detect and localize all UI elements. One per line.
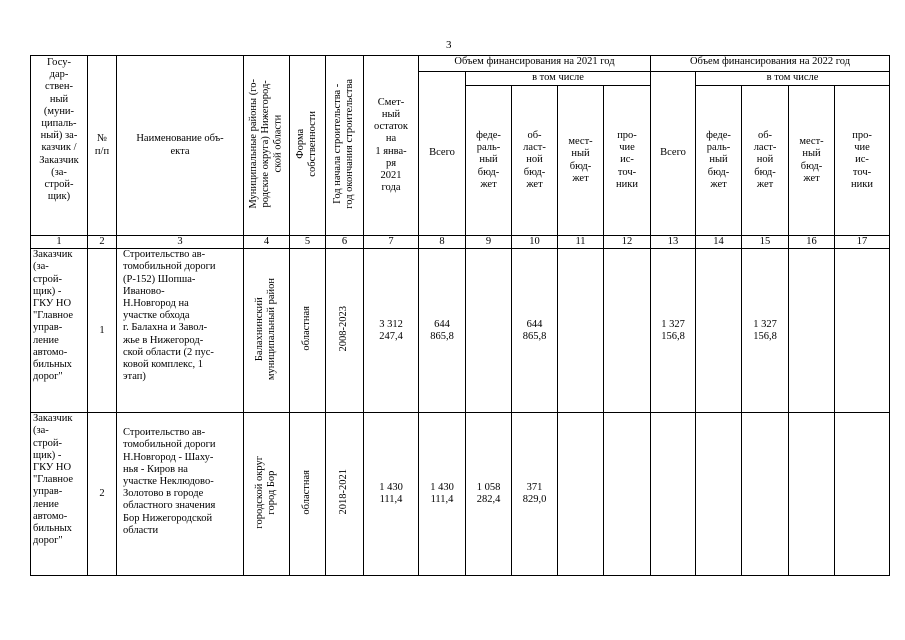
col-number: 3 bbox=[117, 236, 244, 249]
row-2022-federal bbox=[696, 413, 742, 576]
row-2022-regional: 1 327 156,8 bbox=[742, 249, 789, 413]
row-2022-local bbox=[789, 413, 835, 576]
table-row bbox=[31, 249, 890, 413]
row-num: 2 bbox=[88, 413, 117, 576]
row-ownership-cell bbox=[290, 249, 326, 413]
row-2021-local bbox=[558, 249, 604, 413]
header-years-cell bbox=[326, 56, 364, 236]
row-2021-federal: 1 058 282,4 bbox=[466, 413, 512, 576]
header-2021-other: про- чие ис- точ- ники bbox=[604, 86, 651, 236]
row-ownership: областная bbox=[301, 469, 313, 515]
row-num: 1 bbox=[88, 249, 117, 413]
row-2021-regional: 371 829,0 bbox=[512, 413, 558, 576]
row-2021-regional: 644 865,8 bbox=[512, 249, 558, 413]
row-2022-federal bbox=[696, 249, 742, 413]
row-2022-regional bbox=[742, 413, 789, 576]
row-2022-total bbox=[651, 413, 696, 576]
row-years-cell bbox=[326, 413, 364, 576]
col-number: 8 bbox=[419, 236, 466, 249]
header-2021-federal: феде- раль- ный бюд- жет bbox=[466, 86, 512, 236]
row-estimate: 3 312 247,4 bbox=[364, 249, 419, 413]
col-number: 7 bbox=[364, 236, 419, 249]
header-2021-including: в том числе bbox=[466, 72, 651, 86]
row-district: городской округ город Бор bbox=[254, 455, 278, 529]
col-number: 10 bbox=[512, 236, 558, 249]
row-ownership-cell bbox=[290, 413, 326, 576]
header-districts-cell bbox=[244, 56, 290, 236]
row-years: 2008-2023 bbox=[338, 305, 350, 352]
row-2022-total: 1 327 156,8 bbox=[651, 249, 696, 413]
header-2022-regional: об- ласт- ной бюд- жет bbox=[742, 86, 789, 236]
investment-table bbox=[30, 55, 890, 576]
row-2022-local bbox=[789, 249, 835, 413]
col-number: 13 bbox=[651, 236, 696, 249]
header-ownership-cell bbox=[290, 56, 326, 236]
header-districts: Муниципальные районы (го- родские округа) Нижегород- ской области bbox=[248, 78, 284, 209]
col-number: 17 bbox=[835, 236, 890, 249]
header-customer: Госу- дар- ствен- ный (муни- ципаль- ный) за- казчик / Заказчик (за- строй- щик) bbox=[31, 56, 88, 236]
page-number: 3 bbox=[446, 39, 452, 51]
col-number: 1 bbox=[31, 236, 88, 249]
row-2021-total: 644 865,8 bbox=[419, 249, 466, 413]
row-ownership: областная bbox=[301, 306, 313, 351]
header-2021-regional: об- ласт- ной бюд- жет bbox=[512, 86, 558, 236]
header-2022-total: Всего bbox=[651, 72, 696, 236]
header-2022-other: про- чие ис- точ- ники bbox=[835, 86, 890, 236]
row-2021-total: 1 430 111,4 bbox=[419, 413, 466, 576]
col-number: 11 bbox=[558, 236, 604, 249]
row-district-cell bbox=[244, 249, 290, 413]
col-number: 5 bbox=[290, 236, 326, 249]
col-number: 14 bbox=[696, 236, 742, 249]
row-object: Строительство ав- томобильной дороги Н.Новгород - Шаху- нья - Киров на участке Неклюдово- Золотово в городе областного значения Бор Нижегородской области bbox=[117, 413, 244, 576]
col-number: 6 bbox=[326, 236, 364, 249]
row-years: 2018-2021 bbox=[338, 469, 350, 515]
row-customer: Заказчик (за- строй- щик) - ГКУ НО "Главное управ- ление автомо- бильных дорог" bbox=[31, 413, 88, 576]
header-object-name: Наименование объ- екта bbox=[117, 56, 244, 236]
header-2022-federal: феде- раль- ный бюд- жет bbox=[696, 86, 742, 236]
row-2021-federal bbox=[466, 249, 512, 413]
header-2021-local: мест- ный бюд- жет bbox=[558, 86, 604, 236]
row-estimate: 1 430 111,4 bbox=[364, 413, 419, 576]
header-2022-including: в том числе bbox=[696, 72, 890, 86]
row-customer: Заказчик (за- строй- щик) - ГКУ НО "Главное управ- ление автомо- бильных дорог" bbox=[31, 249, 88, 413]
col-number: 16 bbox=[789, 236, 835, 249]
row-years-cell bbox=[326, 249, 364, 413]
header-2022-local: мест- ный бюд- жет bbox=[789, 86, 835, 236]
row-district: Балахнинский муниципальный район bbox=[254, 277, 278, 380]
header-fin-2021: Объем финансирования на 2021 год bbox=[419, 56, 651, 72]
header-num: № п/п bbox=[88, 56, 117, 236]
col-number: 2 bbox=[88, 236, 117, 249]
header-ownership: Форма собственности bbox=[295, 110, 319, 177]
table-row bbox=[31, 413, 890, 576]
col-number: 9 bbox=[466, 236, 512, 249]
column-number-row bbox=[31, 236, 890, 249]
header-estimate: Смет- ный остаток на 1 янва- ря 2021 года bbox=[364, 56, 419, 236]
header-years: Год начала строительства - год окончания строительства bbox=[332, 78, 356, 209]
row-2021-other bbox=[604, 249, 651, 413]
header-fin-2022: Объем финансирования на 2022 год bbox=[651, 56, 890, 72]
row-2022-other bbox=[835, 413, 890, 576]
header-2021-total: Всего bbox=[419, 72, 466, 236]
row-object: Строительство ав- томобильной дороги (Р-152) Шопша- Иваново- Н.Новгород на участке обхода г. Балахна и Завол- жье в Нижегород- ской области (2 пус- ковой комплекс, 1 этап) bbox=[117, 249, 244, 413]
row-2021-local bbox=[558, 413, 604, 576]
row-district-cell bbox=[244, 413, 290, 576]
col-number: 15 bbox=[742, 236, 789, 249]
col-number: 12 bbox=[604, 236, 651, 249]
col-number: 4 bbox=[244, 236, 290, 249]
row-2021-other bbox=[604, 413, 651, 576]
row-2022-other bbox=[835, 249, 890, 413]
